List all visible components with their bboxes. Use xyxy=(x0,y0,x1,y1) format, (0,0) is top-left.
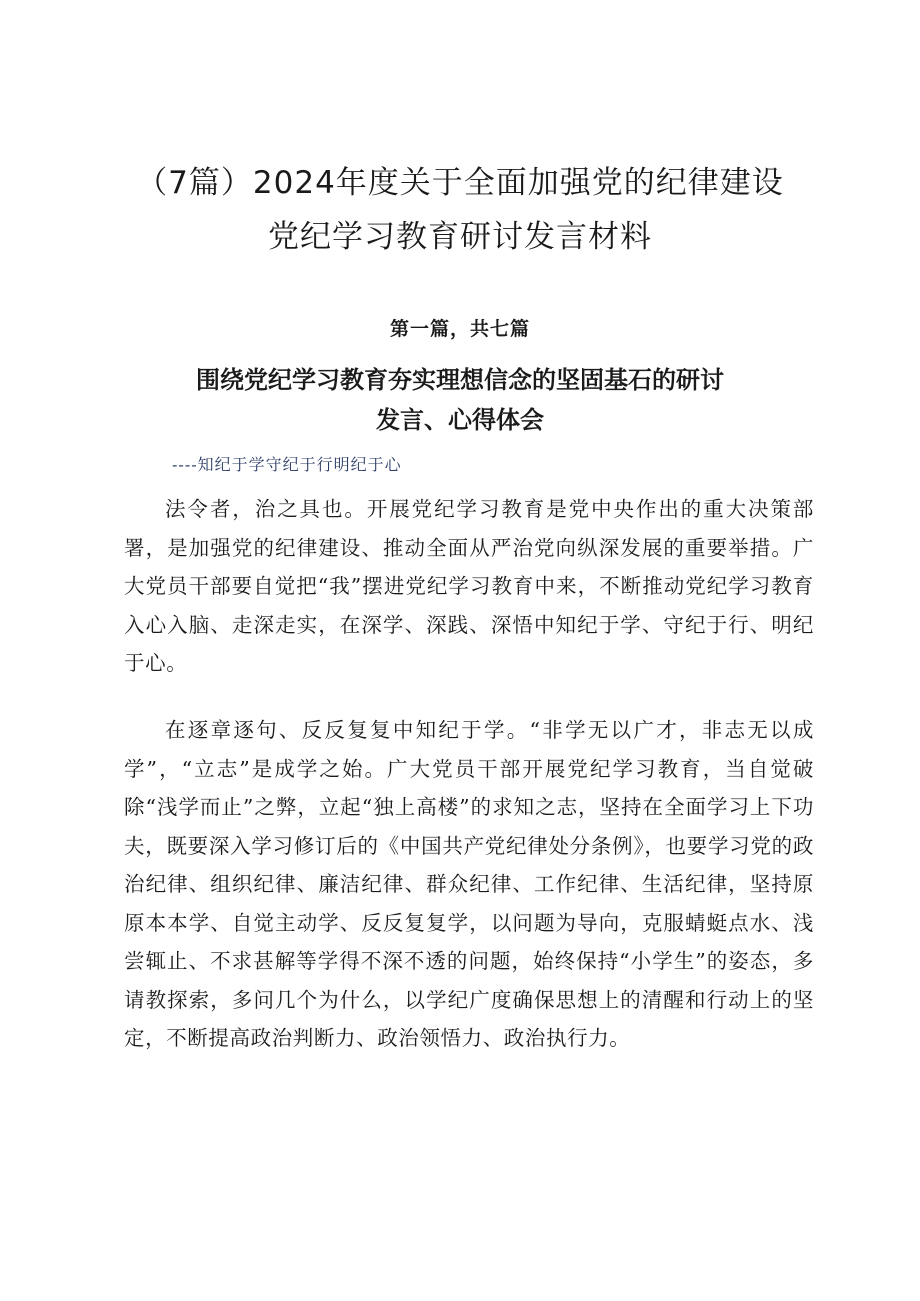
part-label: 第一篇，共七篇 xyxy=(389,318,530,340)
section-subtitle-line-1: 围绕党纪学习教育夯实理想信念的坚固基石的研讨 xyxy=(196,366,724,394)
document-title-line-1: （7篇）2024年度关于全面加强党的纪律建设 xyxy=(136,165,784,201)
body-paragraph: 在逐章逐句、反反复复中知纪于学。“非学无以广才，非志无以成学”，“立志”是成学之始。广大党员干部开展党纪学习教育，当自觉破除“浅学而止”之弊，立起“独上高楼”的求知之志，坚持在全面学习上下功夫，既要深入学习修订后的《中国共产党纪律处分条例》，也要学习党的政治纪律、组织纪律、廉洁纪律、群众纪律、工作纪律、生活纪律，坚持原原本本学、自觉主动学、反反复复学，以问题为导向，克服蜻蜓点水、浅尝辄止、不求甚解等学得不深不透的问题，始终保持“小学生”的姿态，多请教探索，多问几个为什么，以学纪广度确保思想上的清醒和行动上的坚定，不断提高政治判断力、政治领悟力、政治执行力。 xyxy=(124,718,814,1050)
body-paragraph: 法令者，治之具也。开展党纪学习教育是党中央作出的重大决策部署，是加强党的纪律建设、推动全面从严治党向纵深发展的重要举措。广大党员干部要自觉把“我”摆进党纪学习教育中来，不断推动党纪学习教育入心入脑、走深走实，在深学、深践、深悟中知纪于学、守纪于行、明纪于心。 xyxy=(124,497,814,675)
section-subtitle-line-2: 发言、心得体会 xyxy=(376,406,544,434)
byline: ----知纪于学守纪于行明纪于心 xyxy=(172,455,402,474)
document-title-line-2: 党纪学习教育研讨发言材料 xyxy=(268,219,652,255)
